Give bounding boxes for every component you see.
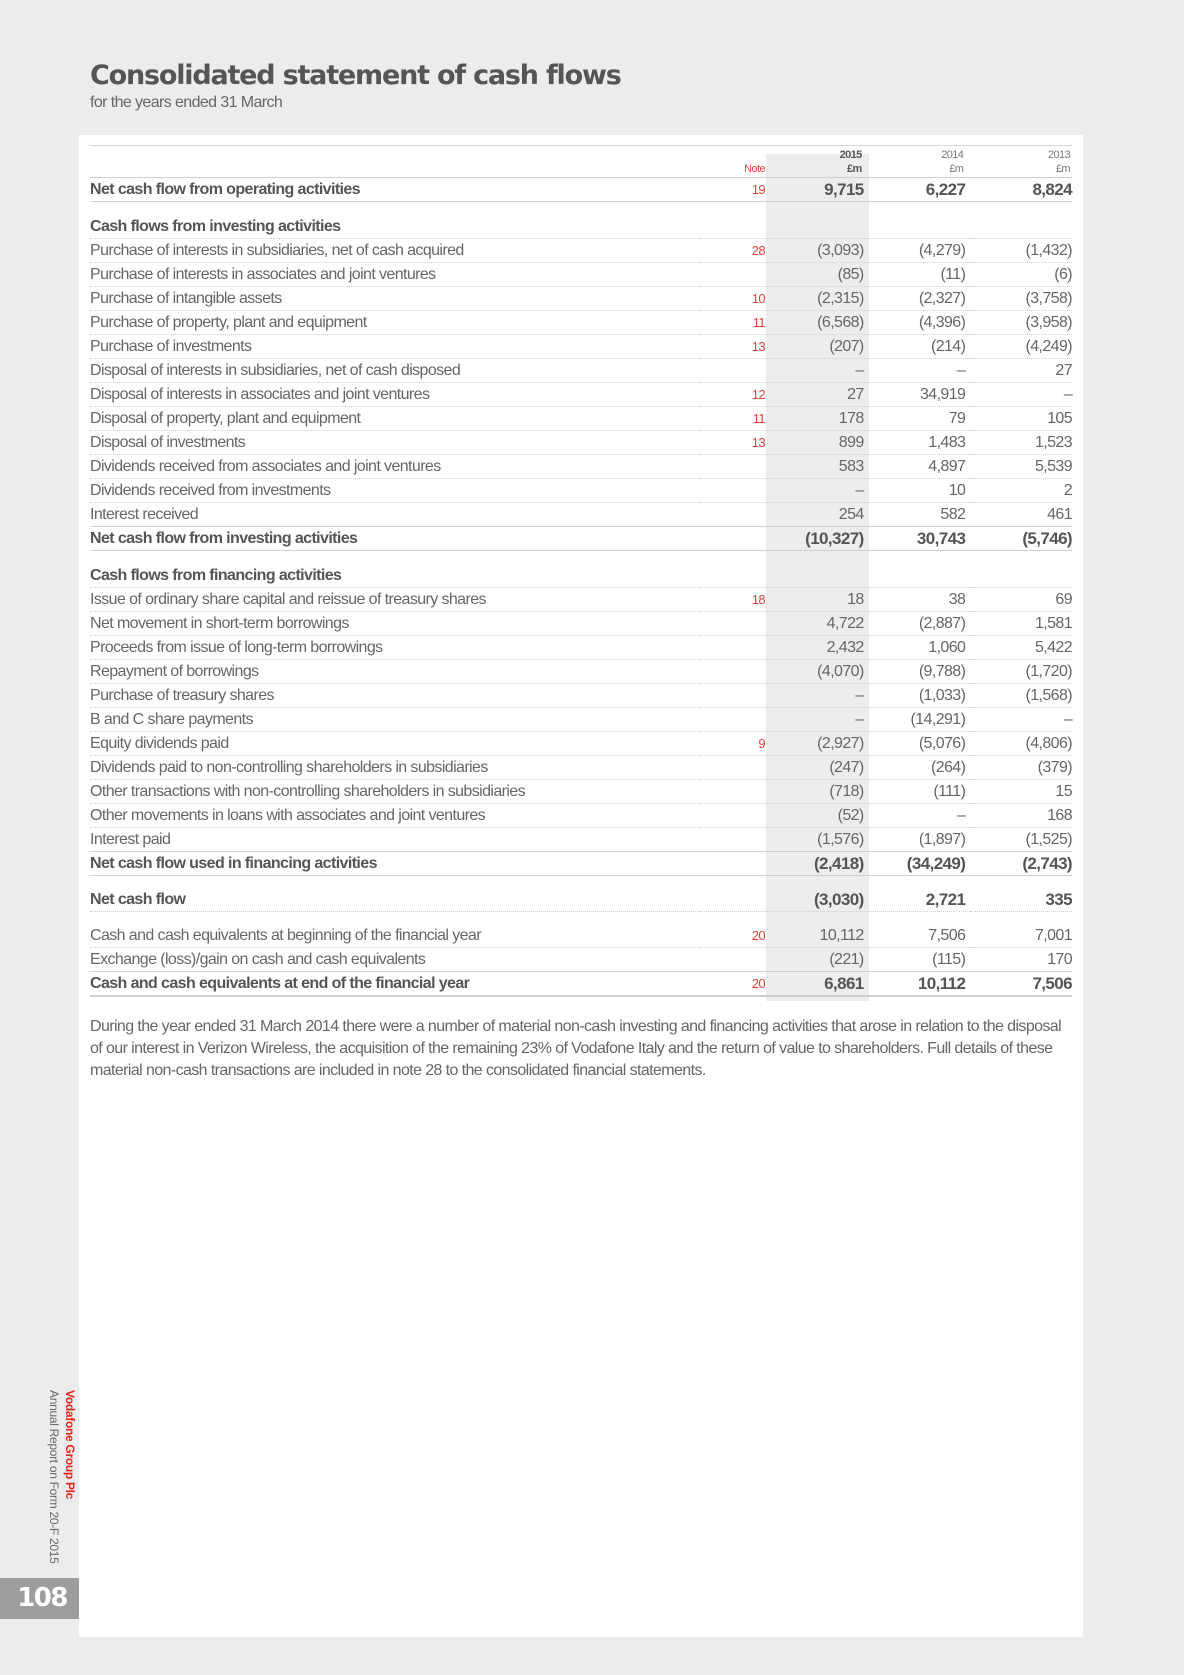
value-2013: (3,758) — [970, 287, 1072, 311]
value-2013: 5,422 — [970, 636, 1072, 660]
cash-flow-table — [90, 145, 1072, 997]
financing-total-row — [90, 852, 1072, 876]
header-row-years — [90, 149, 1072, 163]
row-label: Net movement in short-term borrowings — [90, 612, 700, 636]
row-note: 9 — [700, 732, 767, 756]
row-note — [700, 708, 767, 732]
value-2015: 27 — [767, 383, 869, 407]
page-number: 108 — [0, 1578, 79, 1619]
row-label: Disposal of investments — [90, 431, 700, 455]
row-label: Interest paid — [90, 828, 700, 852]
value-2014: (11) — [869, 263, 971, 287]
table-row — [90, 612, 1072, 636]
row-note — [700, 612, 767, 636]
value-2013: 27 — [970, 359, 1072, 383]
value-2015: (4,070) — [767, 660, 869, 684]
value-2015: (52) — [767, 804, 869, 828]
value-2013: (1,525) — [970, 828, 1072, 852]
investing-total-row — [90, 527, 1072, 551]
row-label: Cash and cash equivalents at beginning of the financial year — [90, 924, 700, 948]
value-2015: (85) — [767, 263, 869, 287]
value-2015: 2,432 — [767, 636, 869, 660]
value-2015: 6,861 — [767, 972, 869, 997]
table-row — [90, 684, 1072, 708]
value-2015: (3,030) — [767, 888, 869, 912]
value-2013: (1,720) — [970, 660, 1072, 684]
row-label: Purchase of interests in associates and joint ventures — [90, 263, 700, 287]
value-2013: 8,824 — [970, 178, 1072, 202]
row-label: Purchase of treasury shares — [90, 684, 700, 708]
value-2014: 34,919 — [869, 383, 971, 407]
value-2013: 7,506 — [970, 972, 1072, 997]
row-label: B and C share payments — [90, 708, 700, 732]
value-2015: (1,576) — [767, 828, 869, 852]
value-2015: 254 — [767, 503, 869, 527]
value-2014: (34,249) — [869, 852, 971, 876]
value-2015: – — [767, 479, 869, 503]
value-2013: 5,539 — [970, 455, 1072, 479]
row-note — [700, 888, 767, 912]
value-2015: (718) — [767, 780, 869, 804]
col-2013-year: 2013 — [1047, 149, 1070, 161]
table-row — [90, 263, 1072, 287]
investing-heading-row — [90, 214, 1072, 239]
section-heading: Cash flows from financing activities — [90, 563, 700, 588]
value-2013: 168 — [970, 804, 1072, 828]
value-2014: – — [869, 359, 971, 383]
sidebar-caption — [38, 1390, 78, 1564]
net-cash-flow-row — [90, 888, 1072, 912]
row-label: Dividends received from investments — [90, 479, 700, 503]
value-2014: 30,743 — [869, 527, 971, 551]
col-2013-unit: £m — [1055, 163, 1070, 175]
value-2014: (111) — [869, 780, 971, 804]
value-2014: 1,060 — [869, 636, 971, 660]
row-label: Interest received — [90, 503, 700, 527]
row-label: Proceeds from issue of long-term borrowings — [90, 636, 700, 660]
value-2015: 18 — [767, 588, 869, 612]
value-2015: – — [767, 359, 869, 383]
report-name: Annual Report on Form 20-F 2015 — [47, 1390, 61, 1564]
page-title: Consolidated statement of cash flows — [90, 60, 621, 91]
row-label: Issue of ordinary share capital and reissue of treasury shares — [90, 588, 700, 612]
value-2015: 583 — [767, 455, 869, 479]
table-row — [90, 479, 1072, 503]
value-2015: (221) — [767, 948, 869, 972]
value-2014: 7,506 — [869, 924, 971, 948]
exchange-row — [90, 948, 1072, 972]
value-2013: – — [970, 383, 1072, 407]
value-2013: (4,249) — [970, 335, 1072, 359]
row-label: Dividends received from associates and joint ventures — [90, 455, 700, 479]
row-label: Net cash flow — [90, 888, 700, 912]
row-note: 20 — [700, 924, 767, 948]
section-heading: Cash flows from investing activities — [90, 214, 700, 239]
value-2014: (214) — [869, 335, 971, 359]
row-label: Purchase of interests in subsidiaries, net of cash acquired — [90, 239, 700, 263]
value-2014: 79 — [869, 407, 971, 431]
value-2013: 1,523 — [970, 431, 1072, 455]
footnote: During the year ended 31 March 2014 there were a number of material non-cash investing and financing activities that arose in relation to the disposal of our interest in Verizon Wireless, the acquisition of the remaining 23% of Vodafone Italy and the return of value to shareholders. Full details of these material non-cash transactions are included in note 28 to the consolidated financial statements. — [90, 1018, 1062, 1079]
value-2015: (207) — [767, 335, 869, 359]
row-note — [700, 503, 767, 527]
row-note: 13 — [700, 431, 767, 455]
value-2014: (4,396) — [869, 311, 971, 335]
row-label: Disposal of property, plant and equipment — [90, 407, 700, 431]
row-note: 11 — [700, 407, 767, 431]
row-note — [700, 756, 767, 780]
value-2015: – — [767, 684, 869, 708]
row-label: Dividends paid to non-controlling shareholders in subsidiaries — [90, 756, 700, 780]
value-2013: (5,746) — [970, 527, 1072, 551]
value-2015: 4,722 — [767, 612, 869, 636]
col-2014-unit: £m — [949, 163, 964, 175]
value-2013: 7,001 — [970, 924, 1072, 948]
value-2014: (4,279) — [869, 239, 971, 263]
row-label: Other transactions with non-controlling shareholders in subsidiaries — [90, 780, 700, 804]
value-2014: (9,788) — [869, 660, 971, 684]
value-2014: (2,327) — [869, 287, 971, 311]
value-2015: (6,568) — [767, 311, 869, 335]
value-2014: 4,897 — [869, 455, 971, 479]
table-row — [90, 588, 1072, 612]
value-2013: (1,432) — [970, 239, 1072, 263]
value-2014: (264) — [869, 756, 971, 780]
value-2013: – — [970, 708, 1072, 732]
value-2013: 170 — [970, 948, 1072, 972]
cash-end-row — [90, 972, 1072, 997]
row-note — [700, 780, 767, 804]
row-note: 13 — [700, 335, 767, 359]
row-label: Equity dividends paid — [90, 732, 700, 756]
value-2014: 38 — [869, 588, 971, 612]
value-2014: (1,033) — [869, 684, 971, 708]
row-label: Net cash flow from investing activities — [90, 527, 700, 551]
table-row — [90, 660, 1072, 684]
row-label: Repayment of borrowings — [90, 660, 700, 684]
table-row — [90, 239, 1072, 263]
value-2014: (5,076) — [869, 732, 971, 756]
value-2014: 10 — [869, 479, 971, 503]
value-2013: (2,743) — [970, 852, 1072, 876]
row-note: 20 — [700, 972, 767, 997]
value-2015: – — [767, 708, 869, 732]
value-2013: (3,958) — [970, 311, 1072, 335]
header-row-units — [90, 163, 1072, 178]
value-2015: 899 — [767, 431, 869, 455]
row-note — [700, 263, 767, 287]
row-note: 10 — [700, 287, 767, 311]
value-2014: (2,887) — [869, 612, 971, 636]
table-row — [90, 383, 1072, 407]
table-row — [90, 431, 1072, 455]
row-note — [700, 948, 767, 972]
row-note: 18 — [700, 588, 767, 612]
value-2013: 105 — [970, 407, 1072, 431]
row-note — [700, 660, 767, 684]
table-row — [90, 407, 1072, 431]
row-label: Disposal of interests in subsidiaries, net of cash disposed — [90, 359, 700, 383]
row-note — [700, 455, 767, 479]
value-2015: 9,715 — [767, 178, 869, 202]
value-2014: 1,483 — [869, 431, 971, 455]
value-2014: (14,291) — [869, 708, 971, 732]
col-2015-year: 2015 — [839, 149, 862, 161]
value-2013: 1,581 — [970, 612, 1072, 636]
col-note-header: Note — [744, 163, 766, 175]
row-label: Cash and cash equivalents at end of the financial year — [90, 972, 700, 997]
cash-beginning-row — [90, 924, 1072, 948]
table-row — [90, 828, 1072, 852]
value-2014: 582 — [869, 503, 971, 527]
row-note — [700, 852, 767, 876]
table-row — [90, 311, 1072, 335]
row-note — [700, 684, 767, 708]
table-row — [90, 335, 1072, 359]
value-2015: (247) — [767, 756, 869, 780]
table-row — [90, 455, 1072, 479]
value-2013: (6) — [970, 263, 1072, 287]
col-2014-year: 2014 — [941, 149, 964, 161]
value-2013: 461 — [970, 503, 1072, 527]
row-note — [700, 804, 767, 828]
value-2014: 6,227 — [869, 178, 971, 202]
value-2013: (1,568) — [970, 684, 1072, 708]
row-label: Purchase of intangible assets — [90, 287, 700, 311]
row-note: 11 — [700, 311, 767, 335]
row-note — [700, 636, 767, 660]
value-2014: (1,897) — [869, 828, 971, 852]
row-note — [700, 359, 767, 383]
value-2015: (2,418) — [767, 852, 869, 876]
operating-total-row — [90, 178, 1072, 202]
row-note — [700, 527, 767, 551]
value-2013: 2 — [970, 479, 1072, 503]
row-note: 19 — [700, 178, 767, 202]
value-2015: (3,093) — [767, 239, 869, 263]
value-2015: (10,327) — [767, 527, 869, 551]
row-label: Other movements in loans with associates and joint ventures — [90, 804, 700, 828]
row-note: 12 — [700, 383, 767, 407]
value-2015: (2,927) — [767, 732, 869, 756]
row-label: Purchase of property, plant and equipment — [90, 311, 700, 335]
row-label: Disposal of interests in associates and joint ventures — [90, 383, 700, 407]
table-row — [90, 503, 1072, 527]
value-2014: 2,721 — [869, 888, 971, 912]
row-note: 28 — [700, 239, 767, 263]
table-row — [90, 359, 1072, 383]
table-row — [90, 804, 1072, 828]
value-2013: 335 — [970, 888, 1072, 912]
financing-heading-row — [90, 563, 1072, 588]
value-2015: 10,112 — [767, 924, 869, 948]
row-note — [700, 479, 767, 503]
row-label: Net cash flow from operating activities — [90, 178, 700, 202]
table-row — [90, 780, 1072, 804]
value-2013: (379) — [970, 756, 1072, 780]
value-2013: 69 — [970, 588, 1072, 612]
row-label: Purchase of investments — [90, 335, 700, 359]
value-2014: 10,112 — [869, 972, 971, 997]
table-row — [90, 287, 1072, 311]
table-row — [90, 708, 1072, 732]
value-2014: – — [869, 804, 971, 828]
brand-name: Vodafone Group Plc — [63, 1390, 77, 1500]
row-note — [700, 828, 767, 852]
value-2013: 15 — [970, 780, 1072, 804]
col-2015-unit: £m — [846, 163, 862, 175]
page-subtitle: for the years ended 31 March — [90, 94, 283, 111]
value-2015: 178 — [767, 407, 869, 431]
row-label: Net cash flow used in financing activities — [90, 852, 700, 876]
row-label: Exchange (loss)/gain on cash and cash equivalents — [90, 948, 700, 972]
table-row — [90, 756, 1072, 780]
value-2013: (4,806) — [970, 732, 1072, 756]
table-row — [90, 732, 1072, 756]
value-2015: (2,315) — [767, 287, 869, 311]
value-2014: (115) — [869, 948, 971, 972]
table-row — [90, 636, 1072, 660]
